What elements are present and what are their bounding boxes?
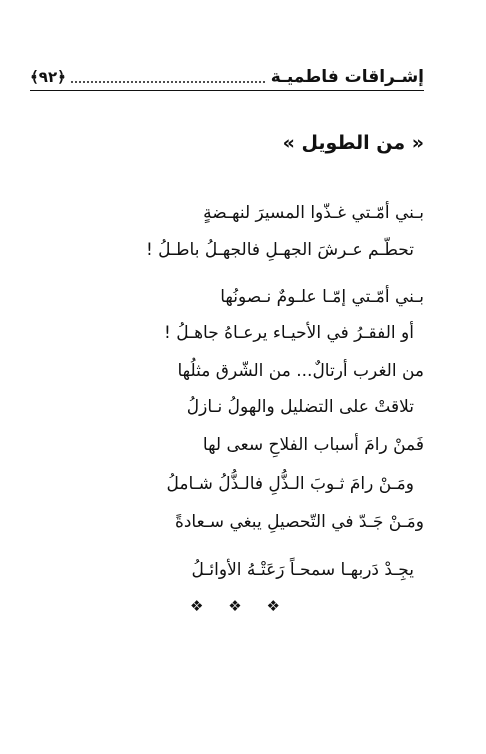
diamond-ornament-icon: ❖: [190, 597, 204, 615]
diamond-ornament-icon: ❖: [228, 597, 242, 615]
verse-line: بـني أمّـتي غـذّوا المسيرَ لنهـضةٍ: [203, 203, 424, 223]
verse-line: ومَـنْ رامَ ثـوبَ الـذُّلِ فالـذُّلُ شـاملُ: [166, 474, 414, 494]
book-title: إشـراقات فاطميـة: [270, 67, 424, 87]
section-title: « من الطويل »: [282, 132, 424, 154]
verse-line: تحطّـم عـرشَ الجهـلِ فالجهـلُ باطـلُ !: [145, 240, 414, 260]
verse-line: ومَـنْ جَـدّ في التّحصيلِ يبغي سـعادةً: [174, 512, 424, 532]
diamond-ornament-icon: ❖: [266, 597, 280, 615]
page-number: ﴿٩٢﴾: [30, 68, 66, 86]
verse-line: يجِـدْ دَربهـا سمحـاً رَعَتْـهُ الأوائـلُ: [191, 560, 414, 580]
verse-line: تلاقتْ على التضليل والهولُ نـازلُ: [186, 397, 414, 417]
verse-line: من الغرب أرتالٌ... من الشّرق مثلُها: [177, 361, 424, 381]
verse-line: فَمنْ رامَ أسباب الفلاحِ سعى لها: [202, 435, 424, 455]
verse-line: أو الفقـرُ في الأحيـاء يرعـاهُ جاهـلُ !: [164, 323, 414, 343]
verse-line: بـني أمّـتي إمّـا علـومٌ نـصونُها: [220, 287, 424, 307]
ornament: [190, 597, 280, 615]
